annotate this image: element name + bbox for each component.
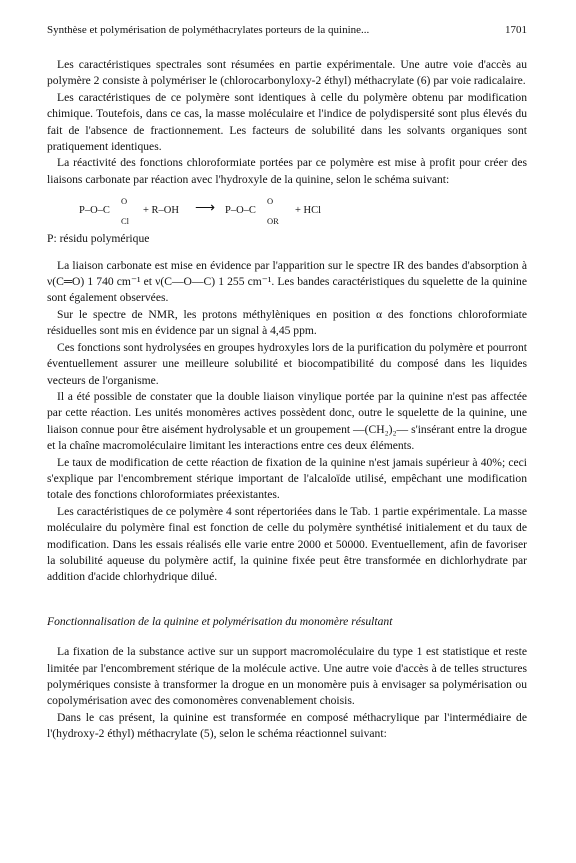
running-title: Synthèse et polymérisation de polyméthacrylates porteurs de la quinine...: [47, 24, 370, 36]
page-number: 1701: [505, 24, 527, 36]
page: [47, 22, 527, 743]
paragraph-8: Le taux de modification de cette réaction de fixation de la quinine n'est jamais supérieur à 40%; ceci s'explique par l'encombrement stérique important de l'alcaloïde utilisé, empêchant une modification totale des fonctions chloroformiates préexistantes.: [47, 455, 527, 502]
scheme-arrow: ⟶: [195, 201, 216, 217]
paragraph-3: La réactivité des fonctions chloroformiate portées par ce polymère est mise à profit pour créer des liaisons carbonate par réaction avec l'hydroxyle de la quinine, selon le schéma suivant:: [47, 156, 527, 186]
running-header: [47, 22, 527, 38]
paragraph-1: Les caractéristiques spectrales sont résumées en partie expérimentale. Une autre voie d'accès au polymère 2 consiste à polymériser le (chlorocarbonyloxy-2 éthyl) méthacrylate (6) par voie radicalaire.: [47, 58, 527, 88]
paragraph-4: La liaison carbonate est mise en évidence par l'apparition sur le spectre IR des bandes d'absorption à ν(C═O) 1 740 cm⁻¹ et ν(C—O—C) 1 255 cm⁻¹. Les bandes caractéristiques du squelette de la quinine sont également observées.: [47, 258, 527, 305]
paragraph-10: La fixation de la substance active sur un support macromoléculaire du type 1 est statistique et reste limitée par l'encombrement stérique de la molécule active. Une autre voie d'accès à de telles structures polymériques consiste à transformer la drogue en un monomère puis à envisager sa polymérisation ou copolymérisation avec des comonomères convenablement choisis.: [47, 645, 527, 708]
paragraph-9: Les caractéristiques de ce polymère 4 sont répertoriées dans le Tab. 1 partie expérimentale. La masse moléculaire du polymère final est fonction de celle du polymère synthétisé initialement et du taux de modification. Dans les essais réalisés elle varie entre 2000 et 50000. Eventuellement, afin de favoriser la solubilité aqueuse du polymère actif, la quinine fixée peut être transformée en dichlorhydrate par addition d'acide chlorhydrique dilué.: [47, 504, 527, 584]
scheme-or-group: OR: [267, 216, 279, 227]
scheme-product: P–O–C: [225, 205, 256, 217]
residue-note: P: résidu polymérique: [47, 232, 150, 246]
scheme-chlorine: Cl: [121, 216, 130, 227]
section-title: Fonctionnalisation de la quinine et polymérisation du monomère résultant: [47, 614, 393, 628]
scheme-oxygen-2: O: [267, 196, 274, 207]
scheme-byproduct: + HCl: [295, 205, 322, 217]
paragraph-7: Il a été possible de constater que la double liaison vinylique portée par la quinine n'est pas affectée par cette réaction. Les unités monomères actives possèdent donc, outre le squelette de la quinine, une liaison connue pour être aisément hydrolysable et un groupement —(CH₂)₂— s'insérant entre la drogue et la chaîne macromoléculaire limitant les interactions entre ces deux éléments.: [47, 389, 527, 453]
paragraph-6: Ces fonctions sont hydrolysées en groupes hydroxyles lors de la purification du polymère et pourront éventuellement assurer une meilleure solubilité et biocompatibilité du composé dans les liquides vecteurs de l'organisme.: [47, 340, 527, 387]
paragraph-11: Dans le cas présent, la quinine est transformée en composé méthacrylique par l'intermédiaire de l'(hydroxy-2 éthyl) méthacrylate (5), selon le schéma réactionnel suivant:: [47, 710, 527, 741]
paragraph-2: Les caractéristiques de ce polymère sont identiques à celle du polymère obtenu par modification chimique. Toutefois, dans ce cas, la masse moléculaire et l'indice de polydispersité sont plus élevés du fait de l'absence de fractionnement. Les facteurs de solubilité dans les solvants organiques sont pratiquement identiques.: [47, 90, 527, 154]
reaction-scheme: [47, 191, 527, 231]
paragraph-5: Sur le spectre de NMR, les protons méthylèniques en position α des fonctions chloroformiate résiduelles sont mis en évidence par un signal à 4,45 ppm.: [47, 307, 527, 338]
scheme-reactant: P–O–C: [79, 205, 110, 217]
scheme-oxygen-1: O: [121, 196, 128, 207]
scheme-reagent: + R–OH: [143, 205, 179, 217]
